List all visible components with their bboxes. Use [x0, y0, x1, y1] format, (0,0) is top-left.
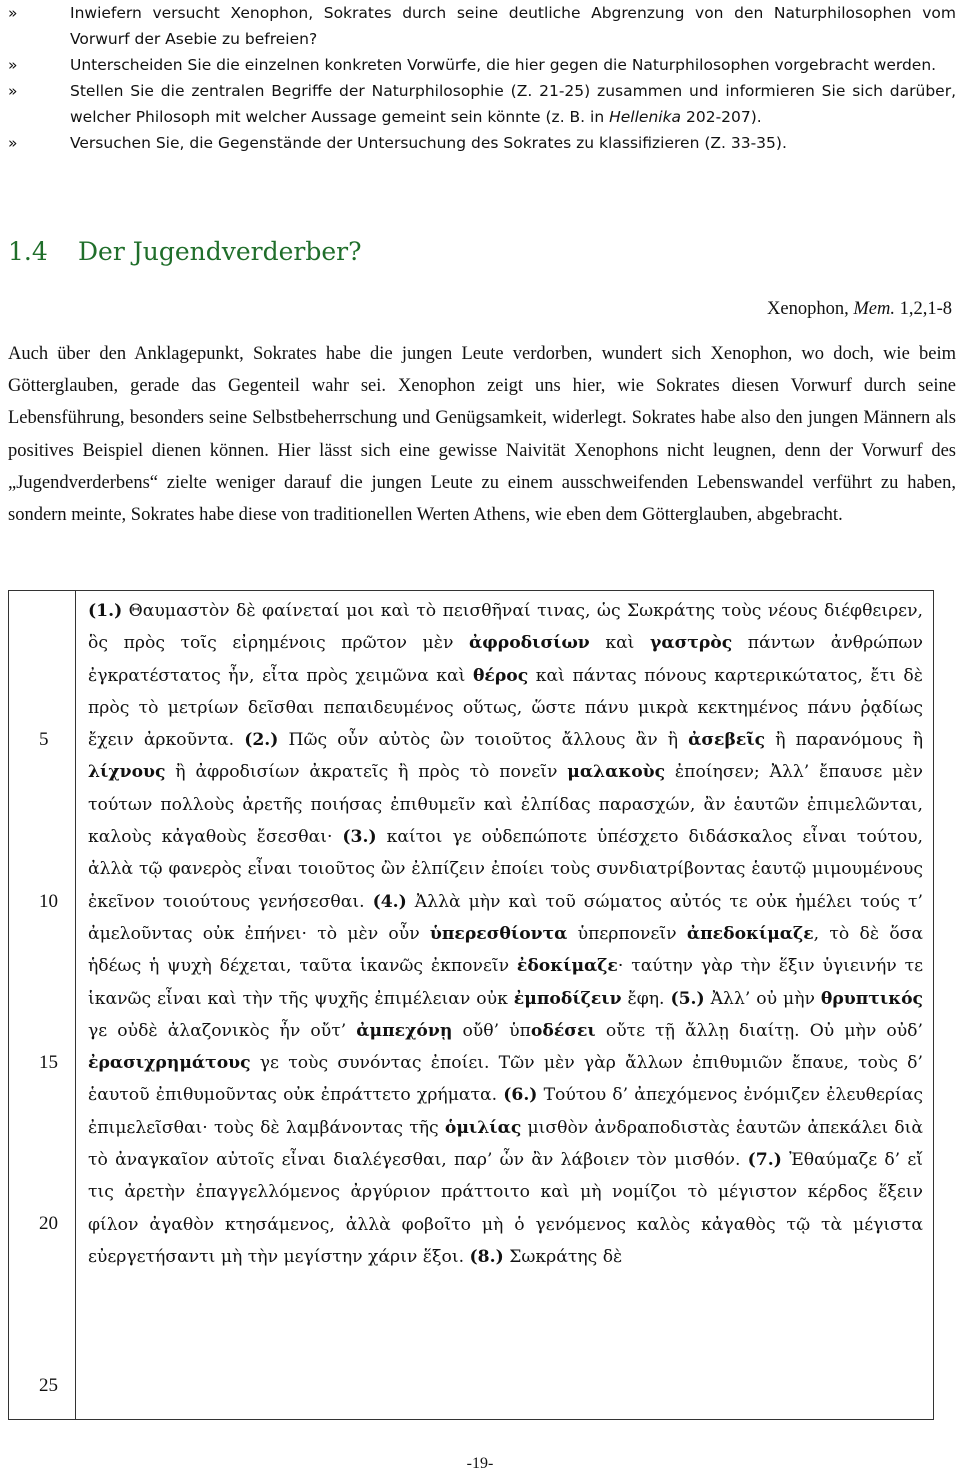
source-reference — [767, 299, 952, 320]
greek-bold-term: ἀσεβεῖς — [688, 730, 766, 751]
question-text: Inwiefern versucht Xenophon, Sokrates durch seine deutliche Abgrenzung von den Naturphilosophen vom Vorwurf der Asebie zu befreien? — [70, 4, 956, 48]
greek-segment: Ἀλλὰ μὴν καὶ τοῦ σώματος αὐτός τε οὐκ ἠμέλει τούς τ’ ἀμελοῦντας οὐκ ἐπήνει· τὸ μὲν οὖν — [88, 891, 923, 944]
greek-bold-term: ἐδοκίμαζε — [516, 956, 618, 977]
question-item — [8, 0, 956, 52]
greek-bold-term: ὑπερεσθίοντα — [429, 923, 568, 944]
line-number-column — [9, 591, 76, 1419]
source-ref: 1,2,1-8 — [894, 299, 952, 319]
greek-segment: ἢ παρανόμους ἢ — [765, 730, 923, 751]
intro-paragraph: Auch über den Anklagepunkt, Sokrates habe die jungen Leute verdorben, wundert sich Xenophon, wo doch, wie beim Götterglauben, gerade das Gegenteil wahr sei. Xenophon zeigt uns hier, wie Sokrates diesen Vorwurf durch seine Lebensführung, besonders seine Selbstbeherrschung und Genügsamkeit, widerlegt. Sokrates habe also den jungen Männern als positives Beispiel dienen können. Hier lässt sich eine gewisse Naivität Xenophons nicht leugnen, denn der Vorwurf des „Jugendverderbens“ zielte weniger darauf die jungen Leute zu einem ausschweifenden Lebenswandel verführt zu haben, sondern meinte, Sokrates habe diese von traditionellen Werten Athens, wie eben dem Götterglauben, abgebracht. — [8, 344, 956, 526]
question-item — [8, 78, 956, 130]
greek-text — [76, 591, 933, 1419]
greek-segment: Σωκράτης δὲ — [503, 1246, 623, 1267]
greek-segment: ἢ ἀφροδισίων ἀκρατεῖς ἢ πρὸς τὸ πονεῖν — [165, 762, 568, 783]
greek-bold-term: ἀπεδοκίμαζε — [686, 923, 814, 944]
greek-segment: Ἐθαύμαζε δ’ εἴ τις ἀρετὴν ἐπαγγελλόμενος ἀργύριον πράττοιτο καὶ μὴ νομίζοι τὸ μέγιστον κέρδος ἕξειν φίλον ἀγαθὸν κτησάμενος, ἀλλὰ φοβοῖτο μὴ ὁ γενόμενος καλὸς κἀγαθὸς τῷ τὰ μέγιστα εὐεργετήσαντι μὴ τὴν μεγίστην χάριν ἕξοι. — [88, 1150, 923, 1267]
question-text-end: 202-207). — [681, 108, 762, 126]
greek-bold-term: (7.) — [747, 1150, 782, 1171]
greek-bold-term: (8.) — [469, 1246, 504, 1267]
greek-segment: πάντων ἀνθρώπων ἐγκρατέστατος ἦν, εἶτα πρὸς χειμῶνα καὶ — [88, 633, 923, 686]
section-heading — [8, 237, 362, 266]
source-author: Xenophon, — [767, 299, 854, 319]
question-item — [8, 130, 956, 156]
question-item — [8, 52, 956, 78]
greek-bold-term: (2.) — [244, 730, 279, 751]
work-title: Hellenika — [609, 108, 682, 126]
section-title: Der Jugendverderber? — [78, 237, 362, 266]
greek-bold-term: οδέσει — [530, 1020, 596, 1041]
page-number: -19- — [466, 1455, 494, 1472]
greek-segment: καίτοι γε οὐδεπώποτε ὑπέσχετο διδάσκαλος εἶναι τούτου, ἀλλὰ τῷ φανερὸς εἶναι τοιοῦτος ὢν ἐλπίζειν ἐποίει τοὺς συνδιατρίβοντας ἑαυτῷ μιμουμένους ἐκεῖνον τοιούτους γενήσεσθαι. — [88, 827, 923, 912]
greek-segment: μισθὸν ἀνδραποδιστὰς ἑαυτῶν ἀπεκάλει διὰ τὸ ἀναγκαῖον αὐτοῖς εἶναι διαλέγεσθαι, παρ’ ὧν ἂν λάβοιεν τὸν μισθόν. — [88, 1117, 923, 1171]
question-text: Stellen Sie die zentralen Begriffe der Naturphilosophie (Z. 21-25) zusammen und informieren Sie sich darüber, welcher Philosoph mit welcher Aussage gemeint sein könnte (z. B. in — [70, 82, 956, 126]
line-number: 10 — [39, 891, 58, 912]
greek-segment: οὔτε τῇ ἄλλῃ διαίτῃ. Οὐ μὴν οὐδ’ — [595, 1020, 923, 1041]
line-number: 15 — [39, 1052, 58, 1073]
greek-segment: Ἀλλ’ οὐ μὴν — [704, 988, 821, 1009]
greek-bold-term: (4.) — [372, 891, 407, 912]
source-work: Mem. — [853, 299, 895, 319]
greek-bold-term: (6.) — [503, 1085, 538, 1106]
greek-bold-term: ἀμπεχόνῃ — [356, 1020, 453, 1041]
greek-bold-term: ἀφροδισίων — [469, 633, 590, 654]
greek-segment: · ταύτην γὰρ τὴν ἕξιν ὑγιεινήν τε ἱκανῶς εἶναι καὶ τὴν τῆς ψυχῆς ἐπιμέλειαν οὐκ — [88, 956, 924, 1009]
bullet-marker: » — [8, 134, 18, 152]
question-text: Unterscheiden Sie die einzelnen konkreten Vorwürfe, die hier gegen die Naturphilosophen vorgebracht werden. — [70, 56, 937, 74]
greek-segment: Πῶς οὖν αὐτὸς ὢν τοιοῦτος ἄλλους ἂν ἢ — [278, 730, 689, 751]
greek-bold-term: (3.) — [342, 827, 377, 848]
greek-bold-term: (1.) — [88, 601, 123, 621]
greek-segment: , τὸ δὲ ὅσα ἡδέως ἡ ψυχὴ δέχεται, ταῦτα ἱκανῶς ἐκπονεῖν — [88, 923, 924, 977]
greek-bold-term: θρυπτικός — [820, 988, 923, 1009]
section-number: 1.4 — [8, 237, 48, 266]
greek-bold-term: θέρος — [472, 665, 529, 686]
greek-segment: γε τοὺς συνόντας ἐποίει. Τῶν μὲν γὰρ ἄλλων ἐπιθυμιῶν ἔπαυε, τοὺς δ’ ἑαυτοῦ ἐπιθυμοῦντας οὐκ ἐπράττετο χρήματα. — [88, 1053, 923, 1106]
line-number: 5 — [39, 729, 49, 750]
greek-segment: ἔφη. — [621, 988, 671, 1009]
greek-bold-term: ὁμιλίας — [444, 1117, 522, 1138]
greek-segment: καὶ — [589, 633, 651, 654]
greek-segment: γε οὐδὲ ἀλαζονικὸς ἦν οὔτ’ — [88, 1020, 357, 1041]
greek-text-box — [8, 590, 934, 1420]
greek-segment: Τούτου δ’ ἀπεχόμενος ἐνόμιζεν ἐλευθερίας ἐπιμελεῖσθαι· τοὺς δὲ λαμβάνοντας τῆς — [88, 1085, 923, 1138]
greek-segment: οὔθ’ ὑπ — [452, 1020, 531, 1041]
greek-bold-term: μαλακοὺς — [567, 762, 666, 783]
line-number: 20 — [39, 1213, 58, 1234]
greek-bold-term: ἐρασιχρημάτους — [88, 1053, 251, 1074]
greek-bold-term: ἐμποδίζειν — [513, 988, 622, 1009]
bullet-marker: » — [8, 82, 18, 100]
greek-bold-term: λίχνους — [88, 762, 166, 783]
greek-bold-term: (5.) — [670, 988, 705, 1009]
question-text: Versuchen Sie, die Gegenstände der Untersuchung des Sokrates zu klassifizieren (Z. 33-35). — [70, 134, 787, 152]
line-number: 25 — [39, 1375, 58, 1396]
bullet-marker: » — [8, 56, 18, 74]
greek-bold-term: γαστρὸς — [650, 633, 733, 654]
greek-segment: Θαυμαστὸν δὲ φαίνεταί μοι καὶ τὸ πεισθῆναί τινας, ὡς Σωκράτης τοὺς νέους διέφθειρεν, ὃς πρὸς τοῖς εἰρημένοις πρῶτον μὲν — [88, 601, 923, 654]
greek-segment: ὑπερπονεῖν — [567, 923, 687, 944]
greek-segment: ἐποίησεν; Ἀλλ’ ἔπαυσε μὲν τούτων πολλοὺς ἀρετῆς ποιήσας ἐπιθυμεῖν καὶ ἐλπίδας παρασχών, ἂν ἑαυτῶν ἐπιμελῶνται, καλοὺς κἀγαθοὺς ἔσεσθαι· — [88, 762, 923, 848]
greek-segment: καὶ πάντας πόνους καρτερικώτατος, ἔτι δὲ πρὸς τὸ μετρίων δεῖσθαι πεπαιδευμένος οὕτως, ὥστε πάνυ μικρὰ κεκτημένος πάνυ ῥᾳδίως ἔχειν ἀρκοῦντα. — [88, 665, 923, 751]
bullet-marker: » — [8, 4, 18, 22]
question-list — [8, 0, 956, 156]
